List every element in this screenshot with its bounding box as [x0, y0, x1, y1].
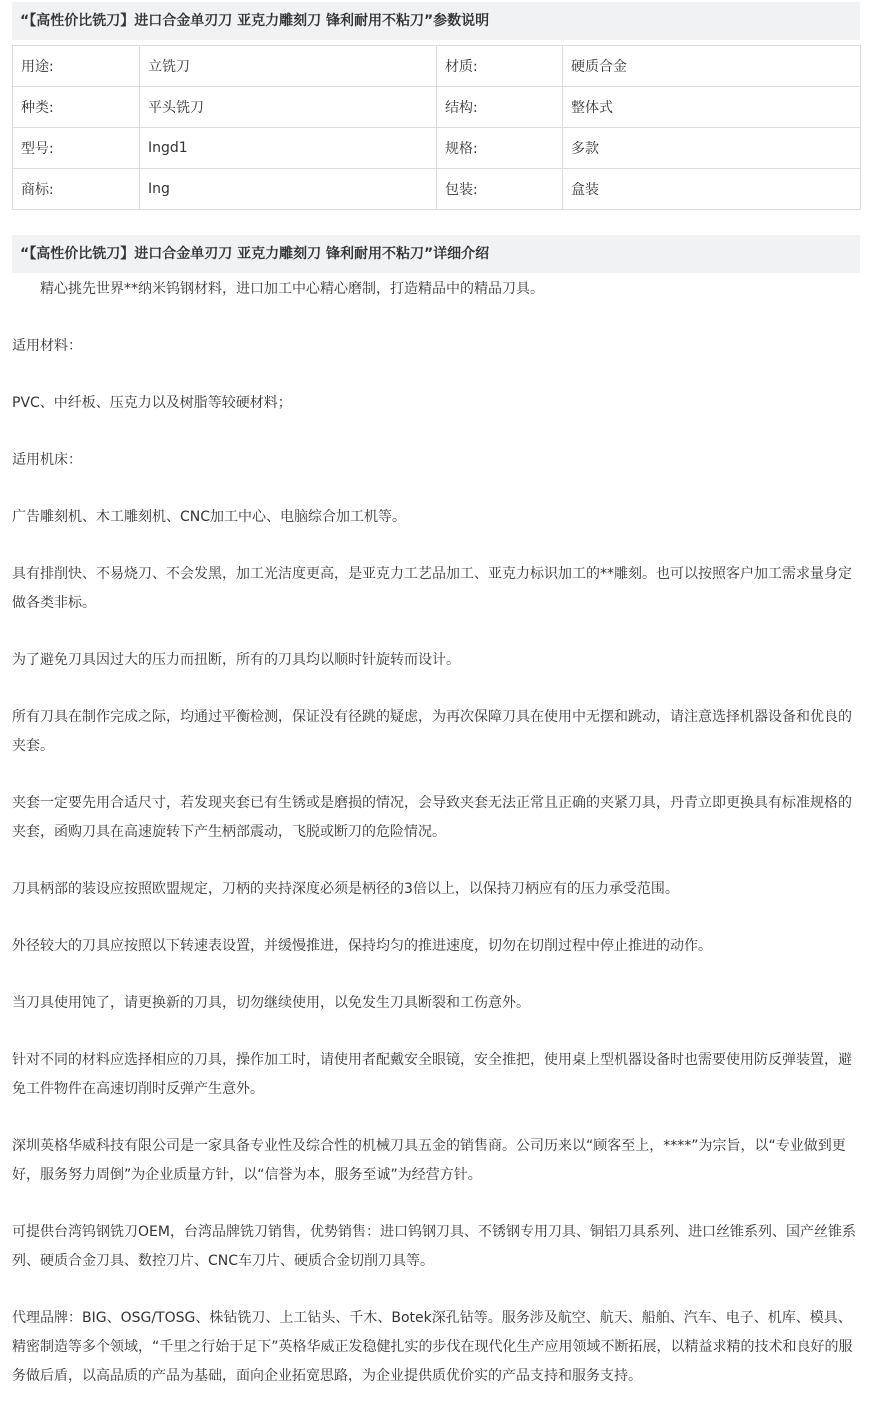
- detail-paragraph: 适用材料：: [12, 338, 82, 354]
- param-label: 材质:: [437, 46, 563, 87]
- detail-paragraph: 夹套一定要先用合适尺寸，若发现夹套已有生锈或是磨损的情况，会导致夹套无法正常且正确的夹紧刀具，丹青立即更换具有标准规格的夹套，函购刀具在高速旋转下产生柄部震动，飞脱或断刀的危险情况。: [12, 795, 852, 840]
- param-label: 用途:: [13, 46, 140, 87]
- param-label: 商标:: [13, 169, 140, 210]
- detail-paragraph: 当刀具使用饨了，请更换新的刀具，切勿继续使用，以免发生刀具断裂和工伤意外。: [12, 995, 530, 1011]
- param-value: Ingd1: [140, 128, 437, 169]
- param-value: 立铣刀: [140, 46, 437, 87]
- detail-paragraph: 针对不同的材料应选择相应的刀具，操作加工时，请使用者配戴安全眼镜，安全推把，使用桌上型机器设备时也需要使用防反弹装置，避免工件物件在高速切削时反弹产生意外。: [12, 1052, 852, 1097]
- detail-paragraph: 代理品牌：BIG、OSG/TOSG、株钻铣刀、上工钻头、千木、Botek深孔钻等。服务涉及航空、航天、船舶、汽车、电子、机库、模具、精密制造等多个领域，“千里之行始于足下”英格华威正发稳健扎实的步伐在现代化生产应用领域不断拓展，以精益求精的技术和良好的服务做后盾，以高品质的产品为基础，面向企业拓宽思路，为企业提供质优价实的产品支持和服务支持。: [12, 1310, 853, 1384]
- param-label: 型号:: [13, 128, 140, 169]
- param-label: 规格:: [437, 128, 563, 169]
- page-content: [0, 2, 873, 1391]
- params-section-title: “【高性价比铣刀】进口合金单刃刀 亚克力雕刻刀 锋利耐用不粘刀”参数说明: [12, 2, 860, 40]
- detail-body: [12, 275, 860, 1391]
- param-label: 包装:: [437, 169, 563, 210]
- param-value: 盒装: [563, 169, 861, 210]
- table-row: [13, 128, 861, 169]
- param-value: 多款: [563, 128, 861, 169]
- params-table: [12, 45, 861, 210]
- detail-paragraph: 可提供台湾钨钢铣刀OEM，台湾品牌铣刀销售，优势销售：进口钨钢刀具、不锈钢专用刀具、铜铝刀具系列、进口丝锥系列、国产丝锥系列、硬质合金刀具、数控刀片、CNC车刀片、硬质合金切削刀具等。: [12, 1224, 856, 1269]
- detail-paragraph: 为了避免刀具因过大的压力而扭断，所有的刀具均以顺时针旋转而设计。: [12, 652, 460, 668]
- table-row: [13, 87, 861, 128]
- detail-paragraph: PVC、中纤板、压克力以及树脂等较硬材料；: [12, 395, 292, 411]
- detail-paragraph: 刀具柄部的装设应按照欧盟规定，刀柄的夹持深度必须是柄径的3倍以上，以保持刀柄应有的压力承受范围。: [12, 881, 679, 897]
- detail-paragraph: 外径较大的刀具应按照以下转速表设置，并缓慢推进，保持均匀的推进速度，切勿在切削过程中停止推进的动作。: [12, 938, 712, 954]
- param-label: 种类:: [13, 87, 140, 128]
- param-value: 硬质合金: [563, 46, 861, 87]
- param-label: 结构:: [437, 87, 563, 128]
- param-value: 整体式: [563, 87, 861, 128]
- detail-paragraph: 适用机床：: [12, 452, 82, 468]
- param-value: 平头铣刀: [140, 87, 437, 128]
- detail-paragraph: 广告雕刻机、木工雕刻机、CNC加工中心、电脑综合加工机等。: [12, 509, 407, 525]
- detail-paragraph: 所有刀具在制作完成之际，均通过平衡检测，保证没有径跳的疑虑，为再次保障刀具在使用中无摆和跳动，请注意选择机器设备和优良的夹套。: [12, 709, 852, 754]
- detail-paragraph: 具有排削快、不易烧刀、不会发黑，加工光洁度更高，是亚克力工艺品加工、亚克力标识加工的**雕刻。也可以按照客户加工需求量身定做各类非标。: [12, 566, 852, 611]
- table-row: [13, 169, 861, 210]
- param-value: Ing: [140, 169, 437, 210]
- detail-paragraph: 精心挑先世界**纳米钨钢材料，进口加工中心精心磨制，打造精品中的精品刀具。: [40, 281, 544, 297]
- detail-paragraph: 深圳英格华威科技有限公司是一家具备专业性及综合性的机械刀具五金的销售商。公司历来以“顾客至上，****”为宗旨，以“专业做到更好，服务努力周倒”为企业质量方针，以“信誉为本，服务至诚”为经营方针。: [12, 1138, 846, 1183]
- table-row: [13, 46, 861, 87]
- detail-section-title: “【高性价比铣刀】进口合金单刃刀 亚克力雕刻刀 锋利耐用不粘刀”详细介绍: [12, 235, 860, 273]
